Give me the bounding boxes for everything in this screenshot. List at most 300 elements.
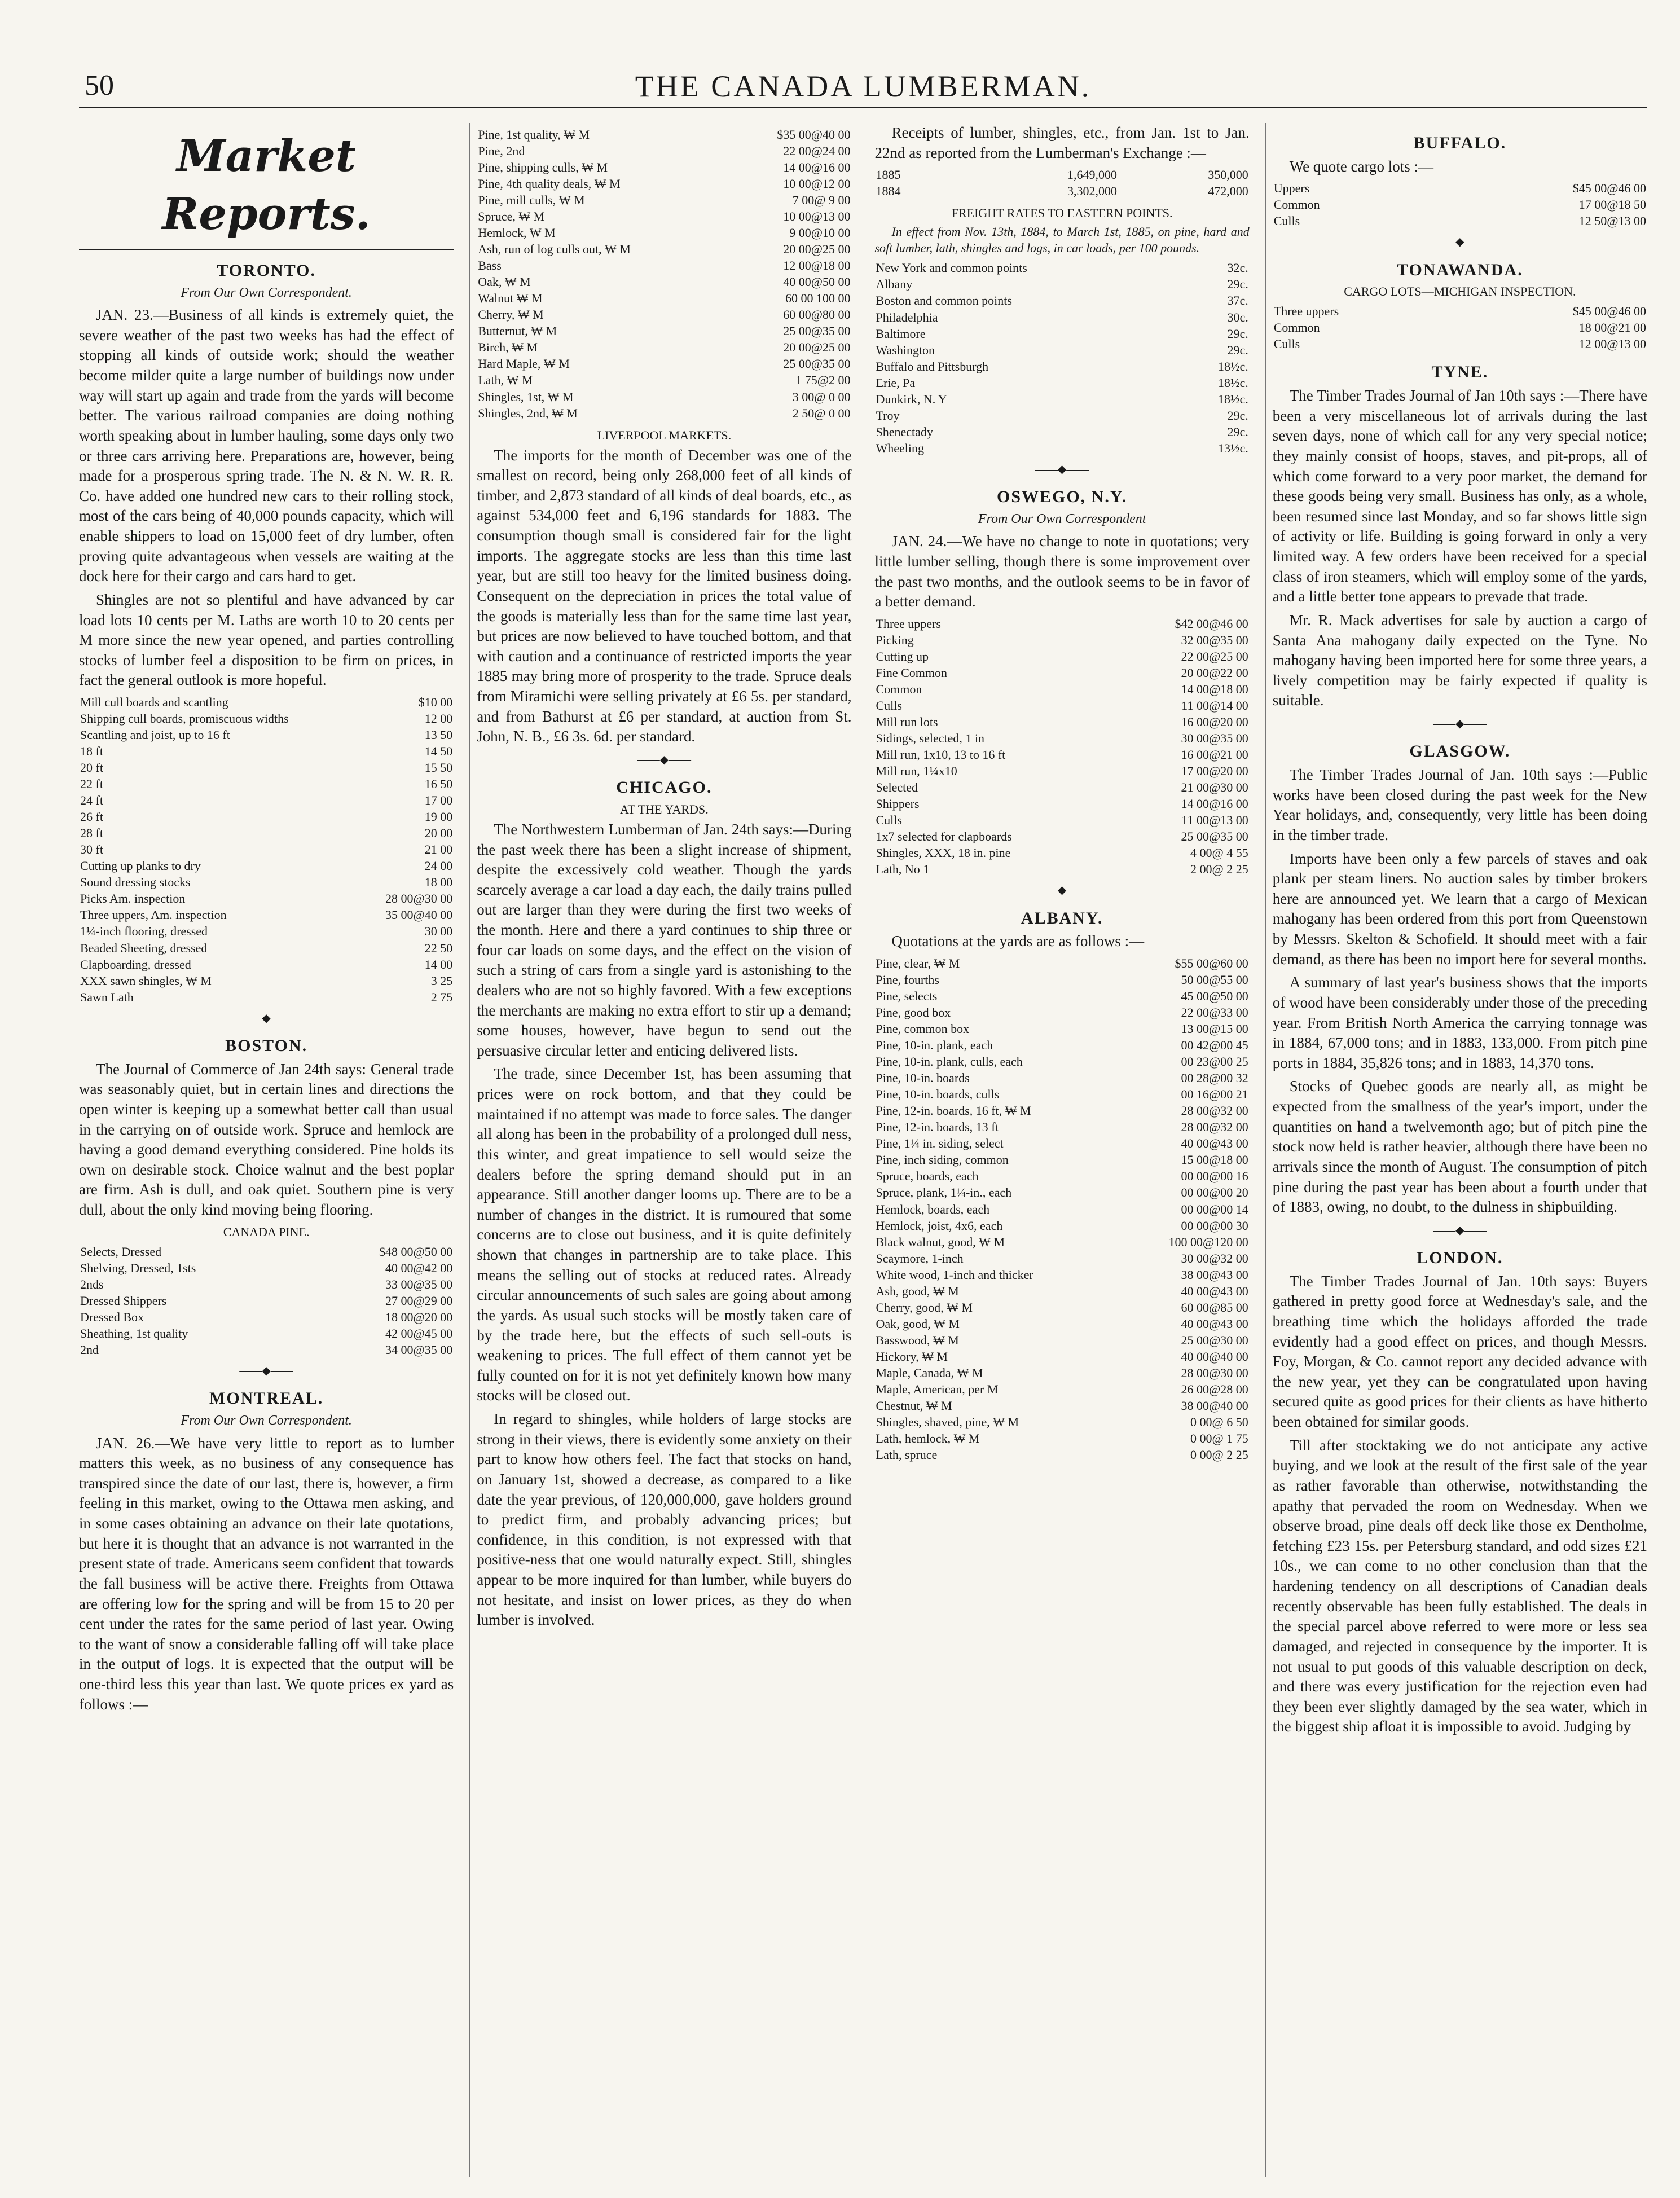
price-value: 10 00@13 00: [783, 209, 851, 224]
price-item: Spruce, plank, 1¼-in., each: [876, 1185, 1012, 1200]
price-row: [875, 1168, 1250, 1184]
price-row: [875, 812, 1250, 828]
oswego-byline: From Our Own Correspondent: [978, 511, 1146, 526]
price-value: 4 00@ 4 55: [1190, 846, 1248, 860]
price-row: [79, 825, 454, 841]
price-item: Albany: [876, 277, 913, 292]
chicago-paragraph: Receipts of lumber, shingles, etc., from Jan. 1st to Jan. 22nd as reported from the Lumberman's Exchange :—: [874, 124, 1250, 161]
price-value: 40 00@40 00: [1181, 1349, 1248, 1364]
glasgow-paragraph: Imports have been only a few parcels of staves and oak plank per steam liners. No auction sales by timber brokers here are announced yet. We learn that a cargo of Mexican mahogany has been ordered from this port from Queenstown by Messrs. Skelton & Schofield. It should meet with a fair demand, as there has been no import here for several months.: [1272, 850, 1647, 968]
price-row: [79, 907, 454, 923]
price-item: Spruce, ₩ M: [478, 209, 545, 224]
price-value: 13 00@15 00: [1181, 1022, 1248, 1036]
price-value: 18½c.: [1217, 392, 1248, 406]
price-row: [477, 143, 851, 159]
price-value: 17 00: [424, 793, 453, 808]
price-value: 38 00@40 00: [1181, 1398, 1248, 1413]
price-item: Butternut, ₩ M: [478, 324, 557, 339]
price-item: White wood, 1-inch and thicker: [876, 1267, 1033, 1282]
price-row: [875, 260, 1250, 276]
price-value: 12 00@13 00: [1578, 337, 1646, 351]
price-value: 29c.: [1227, 408, 1248, 423]
price-row: [875, 681, 1250, 697]
price-item: Pine, 10-in. boards: [876, 1071, 970, 1085]
price-row: [875, 440, 1250, 456]
price-value: 18 00@20 00: [385, 1309, 453, 1324]
price-item: Shingles, 1st, ₩ M: [478, 389, 574, 404]
price-value: 9 00@10 00: [789, 226, 851, 240]
price-value: 29c.: [1227, 342, 1248, 357]
price-row: [875, 955, 1250, 971]
price-item: Hemlock, joist, 4x6, each: [876, 1218, 1003, 1233]
price-row: [477, 323, 851, 339]
price-value: 2 75: [430, 990, 453, 1004]
price-item: Sound dressing stocks: [80, 875, 191, 890]
price-value: 350,000: [1208, 168, 1248, 182]
price-item: Pine, 12-in. boards, 16 ft, ₩ M: [876, 1104, 1031, 1118]
freight-note: In effect from Nov. 13th, 1884, to March 1st, 1885, on pine, hard and soft lumber, lath, shingles and logs, in car loads, per 100 pounds.: [874, 225, 1250, 256]
tyne-paragraph: The Timber Trades Journal of Jan 10th says :—There have been a very miscellaneous lot of arrivals during the last seven days, none of which call for any very special notice; they mainly consist of hoops, staves, and pit-props, all of which come forward to a very poor market, the demand for these goods being very small. Business has only, as a whole, been resumed since last Monday, and so far shows little sign of activity or life. Building is going forward in only a very limited way. A few orders have been received for a special class of iron steamers, which will employ some of the yards, and a little better tone appears to prevade that trade.: [1272, 387, 1647, 605]
albany-heading: ALBANY.: [1021, 908, 1103, 927]
price-row: [875, 1299, 1250, 1316]
price-row: [79, 973, 454, 989]
price-row: [79, 956, 454, 973]
price-value: 00 00@00 14: [1181, 1202, 1248, 1216]
price-row: [79, 923, 454, 939]
price-row: [1273, 213, 1647, 229]
price-value: 37c.: [1227, 293, 1248, 308]
price-item: Picks Am. inspection: [80, 891, 186, 906]
price-row: [79, 1293, 454, 1309]
price-item: 1¼-inch flooring, dressed: [80, 924, 208, 939]
price-row: [1273, 303, 1647, 319]
price-row: [79, 727, 454, 743]
price-value: 15 50: [424, 760, 453, 775]
price-row: [875, 1332, 1250, 1348]
price-item: Scantling and joist, up to 16 ft: [80, 728, 230, 742]
page-number: 50: [85, 69, 114, 102]
price-row: [79, 1260, 454, 1276]
price-item: Walnut ₩ M: [478, 291, 543, 306]
price-value: 20 00@22 00: [1181, 666, 1248, 680]
oswego-paragraph: JAN. 24.—We have no change to note in quotations; very little lumber selling, though there is some improvement over the past two months, and the outlook seems to be in favor of a better demand.: [874, 533, 1250, 610]
price-value: 20 00: [424, 826, 453, 841]
chicago-paragraph: The trade, since December 1st, has been assuming that prices were on rock bottom, and that they could be maintained if no attempt was made to force sales. The danger all along has been in the probability of a prolonged dull ness, this winter, and great impatience to sell would seize the dealers before the spring demand should put in an appearance. Still another danger looms up. There are to be a number of changes in the district. It is rumoured that some concerns are to close out business, and it is quite definitely shown that changes in partnership are to take place. This means the selling out of stocks at reduced rates. Already circular announcements of such sales are going about among the yards. As usual such stocks will be mostly taken care of by the trade here, but the effects of such sell-outs is weakening to prices. The full effect of them cannot yet be fully counted on for it is not yet definitely known how many stocks will be closed out.: [477, 1065, 852, 1404]
price-value: 28 00@32 00: [1181, 1120, 1248, 1135]
price-item: Washington: [876, 342, 935, 357]
price-row: [875, 1348, 1250, 1365]
price-item: 20 ft: [80, 760, 103, 775]
price-row: [477, 159, 851, 175]
price-row: [477, 192, 851, 208]
price-item: Mill run, 1x10, 13 to 16 ft: [876, 748, 1006, 762]
price-item: 2nd: [80, 1342, 99, 1357]
price-row: [875, 1021, 1250, 1037]
price-item: Cherry, good, ₩ M: [876, 1300, 973, 1315]
price-row: [79, 776, 454, 792]
glasgow-paragraph: Stocks of Quebec goods are nearly all, as might be expected from the smallness of the year's import, under the quantities on hand a twelvemonth ago; but of pitch pine the stock now held is rather heavier, although there have been no arrivals since the month of August. The consumption of pitch pine during the past year has been about a fourth under that of 1883, owing, no doubt, to the dulness in shipbuilding.: [1272, 1078, 1647, 1216]
price-value: 28 00@30 00: [1181, 1365, 1248, 1380]
price-value: 33 00@35 00: [385, 1277, 453, 1291]
price-row: [875, 714, 1250, 730]
price-item: Maple, Canada, ₩ M: [876, 1365, 983, 1380]
price-row: [875, 1217, 1250, 1234]
albany-intro: Quotations at the yards are as follows :—: [891, 933, 1145, 950]
price-item: Shingles, 2nd, ₩ M: [478, 406, 578, 420]
price-item: Cherry, ₩ M: [478, 307, 544, 322]
price-row: [79, 1342, 454, 1358]
price-value: 40 00@43 00: [1181, 1136, 1248, 1151]
price-row: [875, 730, 1250, 746]
price-value: 29c.: [1227, 424, 1248, 439]
glasgow-paragraph: A summary of last year's business shows that the imports of wood have been considerably under those of the preceding year. From British North America the carrying tonnage was in 1884, 67,000 tons; and in 1883, 133,000. From pitch pine ports in 1884, 35,826 tons; and in 1883, 14,370 tons.: [1272, 974, 1647, 1071]
price-row: [875, 1037, 1250, 1053]
price-item: Pine, shipping culls, ₩ M: [478, 160, 608, 175]
oswego-price-table: [875, 616, 1250, 878]
newspaper-title: THE CANADA LUMBERMAN.: [635, 69, 1092, 103]
price-row: [79, 989, 454, 1005]
price-row: [875, 988, 1250, 1004]
price-row: [79, 874, 454, 890]
price-value: 60 00@85 00: [1181, 1300, 1248, 1315]
price-item: Uppers: [1273, 181, 1310, 196]
section-masthead: Market Reports.: [79, 128, 454, 250]
price-value: 16 00@21 00: [1181, 748, 1248, 762]
price-row: [477, 274, 851, 290]
price-item: Hemlock, boards, each: [876, 1202, 990, 1216]
price-value: 12 00@18 00: [783, 258, 851, 273]
tonawanda-heading: TONAWANDA.: [1397, 260, 1523, 279]
price-item: Mill run lots: [876, 715, 938, 729]
price-item: Scaymore, 1-inch: [876, 1251, 964, 1265]
price-value: 17 00@18 50: [1578, 197, 1646, 212]
price-item: Black walnut, good, ₩ M: [876, 1234, 1005, 1249]
price-item: Buffalo and Pittsburgh: [876, 359, 989, 373]
price-item: Pine, common box: [876, 1022, 970, 1036]
price-row: [875, 375, 1250, 391]
price-item: Selects, Dressed: [80, 1244, 162, 1259]
price-value: $45 00@46 00: [1572, 181, 1646, 196]
price-row: [875, 183, 1250, 199]
price-row: [79, 792, 454, 808]
price-item: Basswood, ₩ M: [876, 1333, 959, 1347]
price-value: 22 00@24 00: [783, 144, 851, 159]
price-row: [875, 326, 1250, 342]
price-value: 20 00@25 00: [783, 242, 851, 257]
montreal-price-table: [477, 126, 851, 421]
price-row: [79, 940, 454, 956]
price-value: 25 00@35 00: [783, 324, 851, 339]
price-item: 22 ft: [80, 777, 103, 792]
price-value: 40 00@43 00: [1181, 1283, 1248, 1298]
price-item: Shipping cull boards, promiscuous widths: [80, 711, 289, 726]
price-value: 100 00@120 00: [1168, 1234, 1248, 1249]
price-value: 00 00@00 30: [1181, 1218, 1248, 1233]
price-row: [875, 861, 1250, 877]
price-value: 40 00@42 00: [385, 1260, 453, 1275]
price-value: 30 00@32 00: [1181, 1251, 1248, 1265]
price-item: Common: [1273, 320, 1320, 335]
price-value: 29c.: [1227, 326, 1248, 341]
divider: ——◆——: [239, 1012, 293, 1025]
price-row: [79, 890, 454, 907]
price-item: Boston and common points: [876, 293, 1012, 308]
price-item: Ash, run of log culls out, ₩ M: [478, 242, 631, 257]
price-value: 11 00@13 00: [1181, 813, 1248, 828]
price-item: Picking: [876, 632, 914, 647]
price-value: 0 00@ 1 75: [1190, 1431, 1248, 1445]
price-row: [875, 665, 1250, 681]
price-row: [875, 616, 1250, 632]
price-item: Mill cull boards and scantling: [80, 695, 228, 710]
price-item: Pine, 10-in. plank, each: [876, 1038, 993, 1053]
price-value: 3 00@ 0 00: [792, 389, 851, 404]
price-item: Shingles, XXX, 18 in. pine: [876, 846, 1011, 860]
price-item: Three uppers: [1273, 304, 1339, 319]
price-item: Mill run, 1¼x10: [876, 764, 957, 779]
price-value: $10 00: [418, 695, 453, 710]
price-value: 40 00@43 00: [1181, 1316, 1248, 1331]
price-item: Common: [1273, 197, 1320, 212]
price-item: 30 ft: [80, 842, 103, 857]
price-value: 16 00@20 00: [1181, 715, 1248, 729]
price-item: Hickory, ₩ M: [876, 1349, 948, 1364]
price-row: [875, 648, 1250, 665]
price-row: [477, 339, 851, 355]
price-item: Lath, hemlock, ₩ M: [876, 1431, 980, 1445]
montreal-byline: From Our Own Correspondent.: [181, 1413, 352, 1428]
price-item: Pine, 10-in. boards, culls: [876, 1087, 1000, 1102]
price-item: Baltimore: [876, 326, 926, 341]
price-item: Erie, Pa: [876, 375, 916, 390]
price-value: 12 50@13 00: [1578, 214, 1646, 228]
price-item: Lath, ₩ M: [478, 373, 533, 388]
freight-table: [875, 260, 1250, 456]
price-value: 3,302,000: [1067, 184, 1118, 199]
montreal-paragraph: JAN. 26.—We have very little to report as to lumber matters this week, as no business of any consequence has transpired since the date of our last, there is, however, a firm feeling in this market, owing to the Ottawa men asking, and in some cases obtaining an advance on their late quotations, but here it is thought that an advance is not warranted in the present state of trade. Americans seem confident that towards the fall business will be active there. Freights from Ottawa are offering low for the spring and will be from 15 to 20 per cent under the rates for the same period of last year. Owing to the want of snow a considerable falling off will take place in the output of logs. It is expected that the output will be one-third less this year than last. We quote prices ex yard as follows :—: [79, 1434, 454, 1713]
price-value: 42 00@45 00: [385, 1326, 453, 1340]
price-row: [477, 389, 851, 405]
tyne-paragraph: Mr. R. Mack advertises for sale by auction a cargo of Santa Ana mahogany daily expected on the Tyne. No mahogany having been imported here for some three years, a lively competition may be fairly expected if quality is suitable.: [1272, 611, 1647, 709]
price-value: 14 00@16 00: [783, 160, 851, 175]
price-item: Birch, ₩ M: [478, 340, 538, 355]
oswego-heading: OSWEGO, N.Y.: [996, 487, 1128, 507]
price-item: Selected: [876, 780, 918, 795]
price-row: [477, 306, 851, 323]
price-value: 2 50@ 0 00: [792, 406, 851, 420]
price-item: Pine, good box: [876, 1005, 951, 1020]
price-value: 22 00@33 00: [1181, 1005, 1248, 1020]
price-item: Culls: [876, 813, 902, 828]
price-item: Shippers: [876, 797, 920, 811]
price-item: Sawn Lath: [80, 990, 134, 1004]
price-value: 12 00: [424, 711, 453, 726]
price-value: 19 00: [424, 810, 453, 824]
price-row: [875, 845, 1250, 861]
toronto-paragraph: Shingles are not so plentiful and have advanced by car load lots 10 cents per M. Laths are worth 10 to 20 cents per M more since the new year opened, and parties controlling stocks of lumber feel a disposition to be firm on prices, in fact the general outlook is more hopeful.: [79, 591, 454, 689]
divider: ——◆——: [1433, 236, 1487, 249]
price-row: [477, 372, 851, 388]
london-heading: LONDON.: [1417, 1249, 1503, 1268]
price-item: Pine, 10-in. plank, culls, each: [876, 1054, 1023, 1069]
price-item: Sheathing, 1st quality: [80, 1326, 188, 1340]
price-row: [875, 746, 1250, 763]
divider: ——◆——: [239, 1364, 293, 1377]
price-item: Clapboarding, dressed: [80, 957, 191, 971]
divider: ——◆——: [637, 753, 692, 766]
price-item: 18 ft: [80, 744, 103, 759]
price-row: [477, 126, 851, 143]
albany-price-table: [875, 955, 1250, 1463]
price-value: 14 00: [424, 957, 453, 971]
price-value: 34 00@35 00: [385, 1342, 453, 1357]
price-item: Troy: [876, 408, 900, 423]
price-item: Oak, ₩ M: [478, 275, 531, 289]
price-value: 26 00@28 00: [1181, 1382, 1248, 1396]
price-value: 29c.: [1227, 277, 1248, 292]
price-row: [875, 342, 1250, 358]
buffalo-heading: BUFFALO.: [1413, 134, 1507, 152]
price-value: 21 00: [424, 842, 453, 857]
buffalo-price-table: [1273, 180, 1647, 229]
divider: ——◆——: [1035, 884, 1089, 897]
price-item: Shingles, shaved, pine, ₩ M: [876, 1414, 1019, 1429]
price-item: Common: [876, 682, 922, 697]
price-row: [875, 407, 1250, 424]
price-item: Cutting up planks to dry: [80, 859, 201, 873]
price-value: 00 28@00 32: [1181, 1071, 1248, 1085]
price-row: [79, 743, 454, 759]
price-value: $35 00@40 00: [777, 128, 851, 142]
price-row: [79, 808, 454, 825]
price-value: 2 00@ 2 25: [1190, 862, 1248, 877]
price-row: [875, 309, 1250, 326]
column-2: [469, 123, 851, 2177]
price-row: [875, 779, 1250, 795]
price-row: [477, 241, 851, 257]
price-row: [875, 1119, 1250, 1135]
toronto-paragraph: JAN. 23.—Business of all kinds is extremely quiet, the severe weather of the past two weeks has had the effect of stopping all kinds of outside work; should the weather become milder quite a large number of buildings now under way will start up again and trade from the yards will become better. The various railroad companies are doing nothing worth speaking about in lumber hauling, some days only two or three cars arriving here. Preparations are, however, being made for a prosperous spring trade. The N. & N. W. R. R. Co. have added one hundred new cars to their rolling stock, most of the cars being of 40,000 pounds capacity, which will enable shippers to load on 15,000 feet of dry lumber, often proving quite advantageous when vessels are waiting at the dock here for their cargo and cars hard to get.: [79, 306, 454, 585]
price-item: Spruce, boards, each: [876, 1169, 979, 1184]
price-row: [875, 358, 1250, 375]
price-item: Pine, 4th quality deals, ₩ M: [478, 177, 621, 191]
price-row: [875, 1316, 1250, 1332]
price-value: 13½c.: [1217, 441, 1248, 455]
price-row: [477, 225, 851, 241]
buffalo-intro: We quote cargo lots :—: [1289, 157, 1434, 175]
price-item: Culls: [1273, 214, 1300, 228]
price-row: [875, 1430, 1250, 1447]
price-value: $42 00@46 00: [1175, 616, 1248, 631]
price-value: 14 00@16 00: [1181, 797, 1248, 811]
price-row: [79, 694, 454, 710]
price-value: 11 00@14 00: [1181, 698, 1248, 713]
price-value: 17 00@20 00: [1181, 764, 1248, 779]
price-value: 25 00@35 00: [783, 357, 851, 371]
divider: ——◆——: [1433, 1224, 1487, 1237]
price-item: 28 ft: [80, 826, 103, 841]
toronto-price-table: [79, 694, 454, 1005]
price-row: [79, 858, 454, 874]
price-value: 32c.: [1227, 261, 1248, 275]
price-row: [875, 166, 1250, 183]
price-value: 38 00@43 00: [1181, 1267, 1248, 1282]
price-row: [875, 1447, 1250, 1463]
divider: ——◆——: [1035, 463, 1089, 476]
price-value: 28 00@32 00: [1181, 1104, 1248, 1118]
price-row: [875, 1267, 1250, 1283]
price-value: 1,649,000: [1067, 168, 1118, 182]
price-row: [875, 424, 1250, 440]
price-item: Bass: [478, 258, 502, 273]
price-item: Maple, American, per M: [876, 1382, 999, 1396]
price-row: [875, 763, 1250, 779]
price-row: [79, 1325, 454, 1342]
price-value: 00 16@00 21: [1181, 1087, 1248, 1102]
price-row: [1273, 319, 1647, 336]
price-value: 472,000: [1208, 184, 1248, 199]
price-row: [875, 632, 1250, 648]
price-row: [875, 1381, 1250, 1397]
boston-paragraph: The Journal of Commerce of Jan 24th says: General trade was seasonably quiet, but in certain lines and directions the open winter is keeping up a somewhat better call than usual in the carrying on of outside work. Spruce and hemlock are having a good demand everything considered. Pine holds its own on desirable stock. Choice walnut and the best poplar are firm. Ash is dull, and oak quiet. Southern pine is very dull, about the only kind moving being flooring.: [79, 1060, 454, 1218]
price-item: 1885: [876, 168, 901, 182]
price-value: 00 00@00 16: [1181, 1169, 1248, 1184]
price-item: Wheeling: [876, 441, 925, 455]
price-row: [1273, 336, 1647, 352]
price-value: 00 00@00 20: [1181, 1185, 1248, 1200]
price-row: [79, 1243, 454, 1260]
price-item: 1884: [876, 184, 901, 199]
price-row: [875, 391, 1250, 407]
price-value: 0 00@ 6 50: [1190, 1414, 1248, 1429]
freight-heading: FREIGHT RATES TO EASTERN POINTS.: [951, 206, 1173, 221]
tyne-heading: TYNE.: [1431, 363, 1489, 382]
price-value: 60 00 100 00: [785, 291, 851, 306]
price-item: Hemlock, ₩ M: [478, 226, 556, 240]
price-item: Pine, 1st quality, ₩ M: [478, 128, 590, 142]
price-row: [875, 828, 1250, 845]
price-row: [875, 1250, 1250, 1267]
price-value: 20 00@25 00: [783, 340, 851, 355]
newspaper-page: [79, 62, 1647, 2183]
price-value: 16 50: [424, 777, 453, 792]
liverpool-heading: LIVERPOOL MARKETS.: [597, 428, 732, 442]
price-row: [875, 1283, 1250, 1299]
price-item: Pine, clear, ₩ M: [876, 956, 960, 971]
price-item: Beaded Sheeting, dressed: [80, 940, 208, 955]
price-item: XXX sawn shingles, ₩ M: [80, 973, 212, 988]
price-value: 18½c.: [1217, 375, 1248, 390]
toronto-byline: From Our Own Correspondent.: [181, 285, 352, 300]
price-value: 25 00@35 00: [1181, 829, 1248, 844]
price-item: Pine, 2nd: [478, 144, 525, 159]
price-value: 00 23@00 25: [1181, 1054, 1248, 1069]
price-row: [477, 208, 851, 225]
price-row: [875, 1397, 1250, 1414]
price-item: Pine, mill culls, ₩ M: [478, 193, 585, 208]
price-value: 45 00@50 00: [1181, 989, 1248, 1004]
price-item: Chestnut, ₩ M: [876, 1398, 952, 1413]
price-value: 50 00@55 00: [1181, 973, 1248, 987]
price-value: 3 25: [430, 973, 453, 988]
boston-subhead: CANADA PINE.: [223, 1224, 310, 1239]
price-value: 22 50: [424, 940, 453, 955]
price-item: 1x7 selected for clapboards: [876, 829, 1012, 844]
price-row: [875, 1201, 1250, 1217]
glasgow-heading: GLASGOW.: [1409, 742, 1511, 761]
price-row: [875, 1053, 1250, 1070]
price-row: [875, 1086, 1250, 1102]
